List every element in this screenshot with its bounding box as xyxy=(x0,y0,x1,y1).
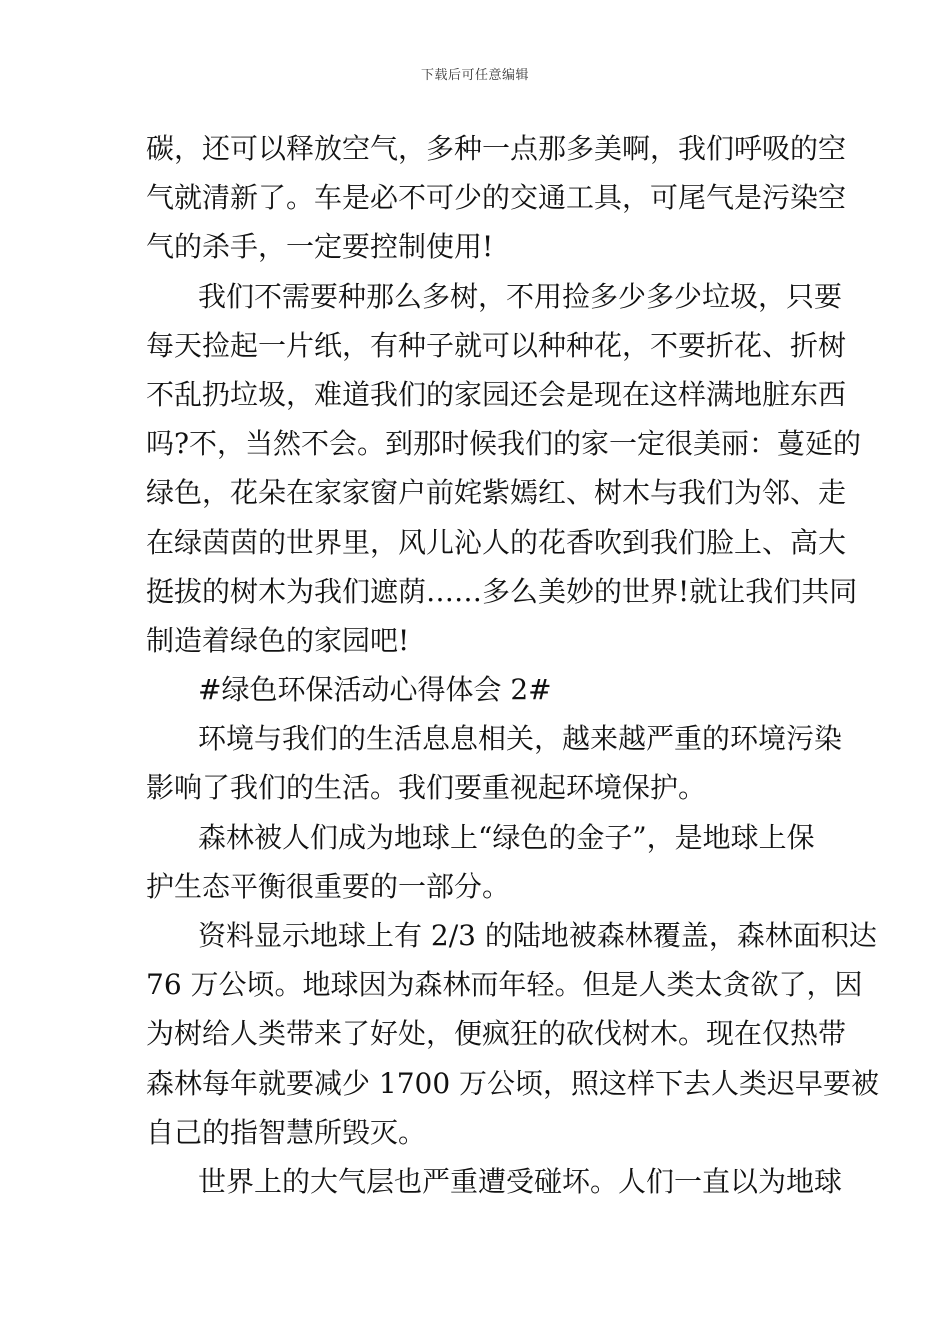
paragraph-start: 环境与我们的生活息息相关，越来越严重的环境污染 xyxy=(198,722,843,756)
text-line: 吗?不，当然不会。到那时候我们的家一定很美丽：蔓延的 xyxy=(146,427,862,461)
paragraph-start: 我们不需要种那么多树，不用捡多少多少垃圾，只要 xyxy=(198,279,843,313)
document-body xyxy=(146,124,880,1206)
text-line: 制造着绿色的家园吧! xyxy=(146,623,410,657)
text-line: 护生态平衡很重要的一部分。 xyxy=(146,869,511,903)
text-line: 为树给人类带来了好处，便疯狂的砍伐树木。现在仅热带 xyxy=(146,1017,847,1051)
text-line: 森林每年就要减少 1700 万公顷，照这样下去人类迟早要被 xyxy=(146,1066,880,1100)
text-line: 在绿茵茵的世界里，风儿沁人的花香吹到我们脸上、高大 xyxy=(146,525,847,559)
text-line: 碳，还可以释放空气，多种一点那多美啊，我们呼吸的空 xyxy=(146,132,847,165)
text-line: 气就清新了。车是必不可少的交通工具，可尾气是污染空 xyxy=(146,181,847,215)
text-line: 自己的指智慧所毁灭。 xyxy=(146,1115,427,1149)
paragraph-start: 森林被人们成为地球上“绿色的金子”，是地球上保 xyxy=(198,820,815,854)
text-line: 影响了我们的生活。我们要重视起环境保护。 xyxy=(146,771,707,805)
text-line: 绿色，花朵在家家窗户前姹紫嫣红、树木与我们为邻、走 xyxy=(146,476,847,510)
page-header: 下载后可任意编辑 xyxy=(420,68,529,83)
text-line: 每天捡起一片纸，有种子就可以种种花，不要折花、折树 xyxy=(146,328,847,362)
text-line: 挺拔的树木为我们遮荫……多么美妙的世界!就让我们共同 xyxy=(146,574,858,608)
text-line: 76 万公顷。地球因为森林而年轻。但是人类太贪欲了，因 xyxy=(146,968,863,1002)
text-line: 不乱扔垃圾，难道我们的家园还会是现在这样满地脏东西 xyxy=(146,377,847,411)
text-line: 气的杀手，一定要控制使用! xyxy=(146,230,494,264)
paragraph-start: 世界上的大气层也严重遭受碰坏。人们一直以为地球 xyxy=(198,1164,843,1198)
section-heading: #绿色环保活动心得体会 2# xyxy=(198,673,552,707)
paragraph-start: 资料显示地球上有 2/3 的陆地被森林覆盖，森林面积达 xyxy=(198,919,877,952)
